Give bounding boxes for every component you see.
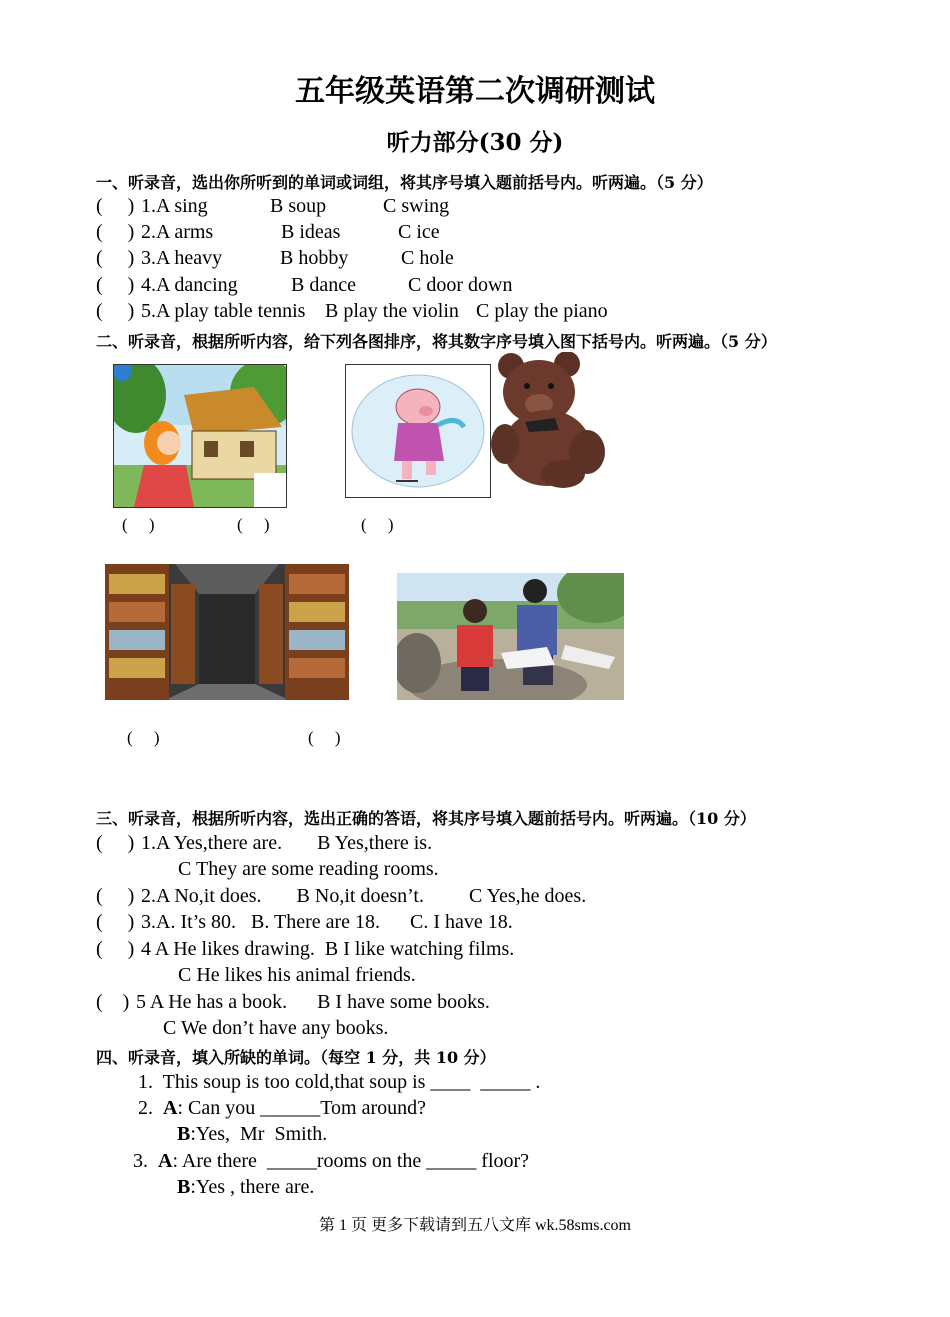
s3-item-1-option-c: C They are some reading rooms. [178, 858, 439, 880]
s2-bracket-3[interactable]: ( ) [361, 515, 394, 534]
s1-item-3-c: C hole [401, 247, 454, 269]
reading-outdoors-picture [397, 573, 624, 700]
s3-item-3-text: 3.A. It’s 80. B. There are 18. C. I have 18. [141, 911, 513, 933]
s3-item-3-paren[interactable]: ( ) [96, 911, 135, 933]
s4-q3-speaker-a: A [158, 1150, 173, 1172]
page-title: 五年级英语第二次调研测试 [295, 74, 655, 109]
s4-question-1: 1. This soup is too cold,that soup is ____ _____ . [138, 1071, 541, 1093]
s3-item-2-text: 2.A No,it does. B No,it doesn’t. C Yes,he does. [141, 885, 587, 907]
library-picture [105, 564, 349, 700]
s1-item-1-paren[interactable]: ( ) [96, 195, 135, 217]
s4-question-2-b [177, 1123, 327, 1146]
s4-q3-number: 3. [133, 1150, 158, 1172]
s3-item-5-text: 5 A He has a book. B I have some books. [136, 991, 490, 1013]
s1-item-5-b: B play the violin [325, 300, 459, 322]
s3-item-1-text: 1.A Yes,there are. B Yes,there is. [141, 832, 433, 854]
s1-item-4-c: C door down [408, 274, 513, 296]
s1-item-5-a: 5.A play table tennis [141, 300, 306, 322]
teddy-bear-picture [489, 352, 607, 488]
s4-q3-speaker-b: B [177, 1176, 191, 1198]
s2-bracket-1[interactable]: ( ) [122, 515, 155, 534]
s1-item-3-paren[interactable]: ( ) [96, 247, 135, 269]
s1-item-5-paren[interactable]: ( ) [96, 300, 135, 322]
s1-item-2-c: C ice [398, 221, 440, 243]
s4-question-2-a [138, 1097, 426, 1120]
s4-q2-speaker-a: A [163, 1097, 178, 1119]
s3-item-1-paren[interactable]: ( ) [96, 832, 135, 854]
s1-item-4-a: 4.A dancing [141, 274, 238, 296]
section4-heading: 四、听录音，填入所缺的单词。（每空 1 分，共 10 分） [96, 1048, 496, 1067]
pig-skating-picture [345, 364, 491, 498]
s1-item-5-c: C play the piano [476, 300, 608, 322]
s3-item-5-option-c: C We don’t have any books. [163, 1017, 389, 1039]
section2-heading: 二、听录音，根据所听内容，给下列各图排序，将其数字序号填入图下括号内。听两遍。（5 分） [96, 332, 777, 351]
s3-item-2-paren[interactable]: ( ) [96, 885, 135, 907]
s4-q2-speaker-b: B [177, 1123, 191, 1145]
s3-item-4-paren[interactable]: ( ) [96, 938, 135, 960]
s2-bracket-2[interactable]: ( ) [237, 515, 270, 534]
s2-bracket-4[interactable]: ( ) [127, 728, 160, 747]
s3-item-4-text: 4 A He likes drawing. B I like watching films. [141, 938, 515, 960]
s4-q2-number: 2. [138, 1097, 163, 1119]
s1-item-4-b: B dance [291, 274, 356, 296]
s1-item-3-a: 3.A heavy [141, 247, 223, 269]
s1-item-1-b: B soup [270, 195, 327, 217]
s1-item-4-paren[interactable]: ( ) [96, 274, 135, 296]
s1-item-3-b: B hobby [280, 247, 349, 269]
s4-q3-a-text: : Are there _____rooms on the _____ floor? [172, 1150, 530, 1172]
s4-q2-a-text: : Can you ______Tom around? [177, 1097, 427, 1119]
section1-heading: 一、听录音，选出你所听到的单词或词组，将其序号填入题前括号内。听两遍。（5 分） [96, 173, 713, 192]
s1-item-1-c: C swing [383, 195, 450, 217]
s3-item-5-paren[interactable]: ( ) [96, 991, 130, 1013]
s4-q3-b-text: :Yes , there are. [190, 1176, 315, 1198]
s1-item-2-b: B ideas [281, 221, 341, 243]
s1-item-2-paren[interactable]: ( ) [96, 221, 135, 243]
page-subtitle: 听力部分(30 分) [386, 129, 564, 156]
s3-item-4-option-c: C He likes his animal friends. [178, 964, 416, 986]
s4-q2-b-text: :Yes, Mr Smith. [190, 1123, 328, 1145]
s4-question-3-b [177, 1176, 314, 1199]
house-girl-picture [113, 364, 287, 508]
s2-bracket-5[interactable]: ( ) [308, 728, 341, 747]
s1-item-1-a: 1.A sing [141, 195, 208, 217]
page-footer: 第 1 页 更多下载请到五八文库 wk.58sms.com [318, 1217, 631, 1234]
s4-question-3-a [133, 1150, 529, 1173]
section3-heading: 三、听录音，根据所听内容，选出正确的答语，将其序号填入题前括号内。听两遍。（10 分） [96, 809, 756, 828]
s1-item-2-a: 2.A arms [141, 221, 214, 243]
